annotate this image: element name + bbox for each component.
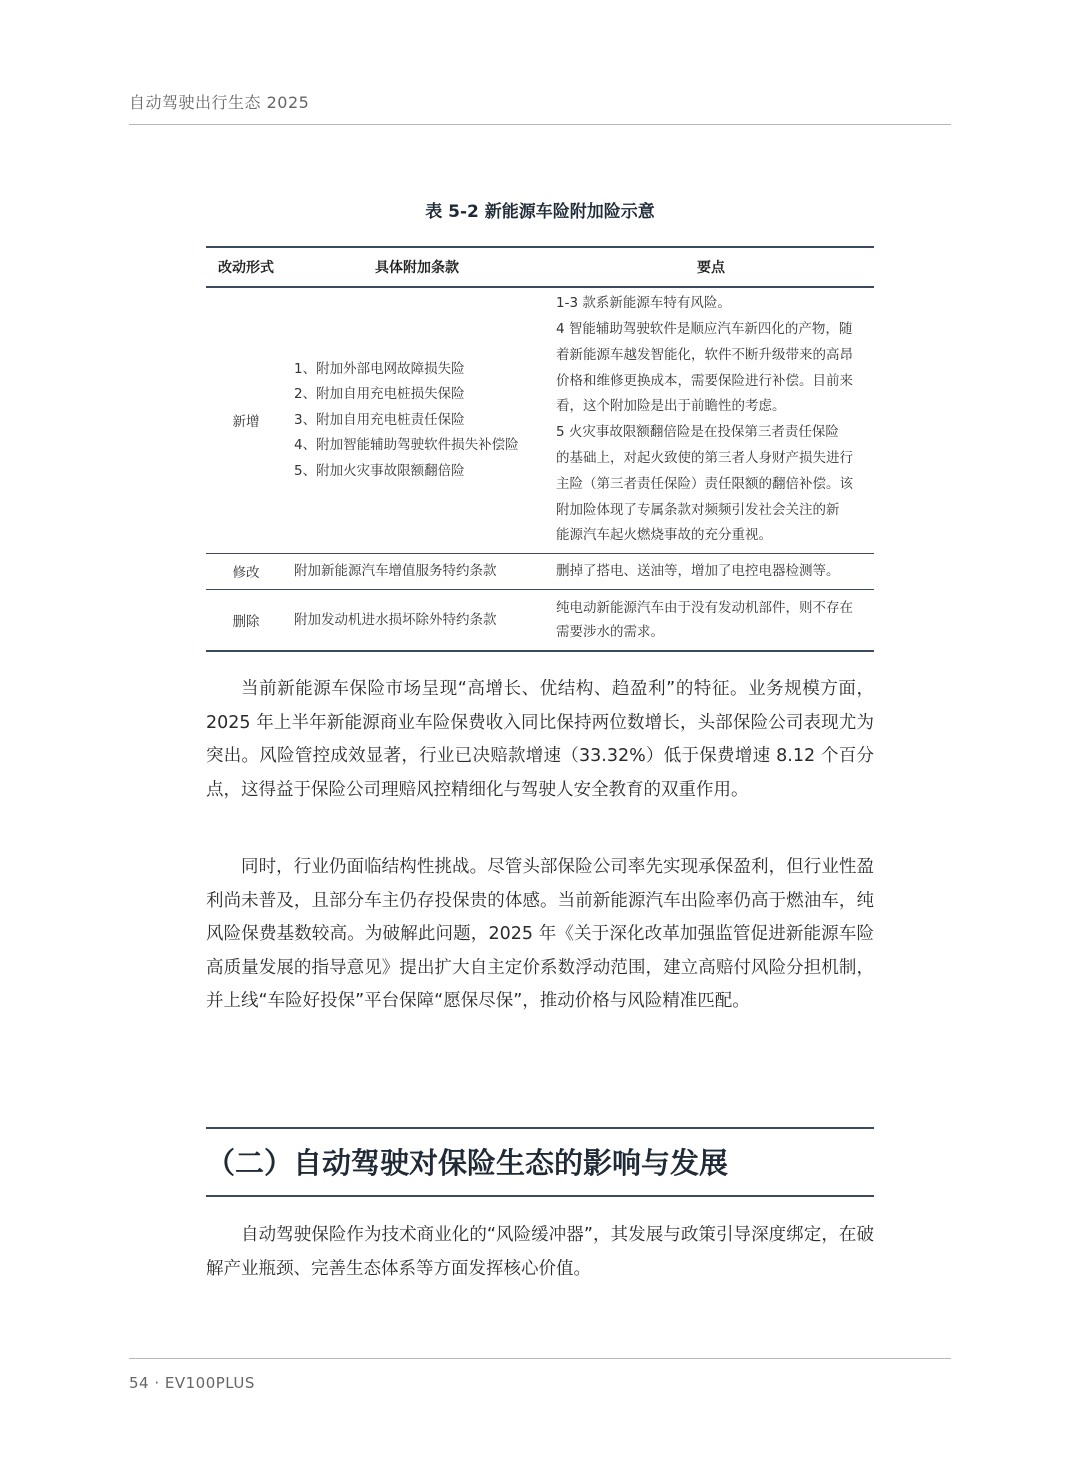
points-line: 价格和维修更换成本，需要保险进行补偿。目前来: [556, 372, 853, 389]
header-clause: 具体附加条款: [286, 247, 548, 287]
points-line: 需要涉水的需求。: [556, 623, 664, 640]
clause-line: 2、附加自用充电桩损失保险: [294, 386, 465, 402]
points-cell: [548, 589, 874, 651]
page-footer: 54 · EV100PLUS: [129, 1374, 255, 1392]
body-paragraph: 同时，行业仍面临结构性挑战。尽管头部保险公司率先实现承保盈利，但行业性盈利尚未普及，且部分车主仍存投保贵的体感。当前新能源汽车出险率仍高于燃油车，纯风险保费基数较高。为破解此问题，2025 年《关于深化改革加强监管促进新能源车险高质量发展的指导意见》提出扩大自主定价系数浮动范围，建立高赔付风险分担机制，并上线“车险好投保”平台保障“愿保尽保”，推动价格与风险精准匹配。: [206, 857, 874, 1011]
clause-line: 附加新能源汽车增值服务特约条款: [294, 563, 497, 579]
section-heading: （二）自动驾驶对保险生态的影响与发展: [206, 1146, 729, 1180]
table-header-row: [206, 247, 874, 287]
clause-line: 4、附加智能辅助驾驶软件损失补偿险: [294, 437, 519, 453]
points-line: 看，这个附加险是出于前瞻性的考虑。: [556, 398, 786, 415]
body-paragraph: 当前新能源车保险市场呈现“高增长、优结构、趋盈利”的特征。业务规模方面，2025 年上半年新能源商业车险保费收入同比保持两位数增长，头部保险公司表现尤为突出。风险管控成效显著，行业已决赔款增速（33.32%）低于保费增速 8.12 个百分点，这得益于保险公司理赔风控精细化与驾驶人安全教育的双重作用。: [206, 679, 874, 800]
points-line: 附加险体现了专属条款对频频引发社会关注的新: [556, 501, 840, 518]
clause-line: 附加发动机进水损坏除外特约条款: [294, 611, 497, 628]
points-line: 4 智能辅助驾驶软件是顺应汽车新四化的产物，随: [556, 321, 853, 338]
points-cell: [548, 553, 874, 589]
table-row: [206, 287, 874, 553]
section-divider: [206, 1195, 874, 1197]
addon-insurance-table: [206, 246, 874, 652]
table-caption: 表 5-2 新能源车险附加险示意: [425, 202, 655, 222]
points-line: 5 火灾事故限额翻倍险是在投保第三者责任保险: [556, 424, 839, 441]
change-type-cell: 修改: [206, 553, 286, 589]
table-row: [206, 589, 874, 651]
points-line: 删掉了搭电、送油等，增加了电控电器检测等。: [556, 563, 840, 579]
header-key-points: 要点: [548, 247, 874, 287]
points-line: 主险（第三者责任保险）责任限额的翻倍补偿。该: [556, 475, 853, 492]
header-change-type: 改动形式: [206, 247, 286, 287]
running-header: 自动驾驶出行生态 2025: [129, 93, 310, 112]
change-type-cell: 新增: [206, 287, 286, 553]
section-divider: [206, 1127, 874, 1129]
points-cell: [548, 287, 874, 553]
clause-line: 1、附加外部电网故障损失险: [294, 360, 465, 377]
clause-cell: [286, 589, 548, 651]
body-paragraph: 自动驾驶保险作为技术商业化的“风险缓冲器”，其发展与政策引导深度绑定，在破解产业瓶颈、完善生态体系等方面发挥核心价值。: [206, 1225, 874, 1279]
points-line: 纯电动新能源汽车由于没有发动机部件，则不存在: [556, 599, 853, 616]
points-line: 的基础上，对起火致使的第三者人身财产损失进行: [556, 450, 853, 467]
points-line: 能源汽车起火燃烧事故的充分重视。: [556, 527, 772, 544]
clause-cell: [286, 287, 548, 553]
clause-line: 3、附加自用充电桩责任保险: [294, 411, 465, 428]
footer-divider: [129, 1358, 951, 1359]
clause-cell: [286, 553, 548, 589]
change-type-cell: 删除: [206, 589, 286, 651]
points-line: 着新能源车越发智能化，软件不断升级带来的高昂: [556, 346, 853, 363]
header-divider: [129, 124, 951, 125]
table-row: [206, 553, 874, 589]
points-line: 1-3 款系新能源车特有风险。: [556, 295, 731, 312]
clause-line: 5、附加火灾事故限额翻倍险: [294, 462, 465, 479]
